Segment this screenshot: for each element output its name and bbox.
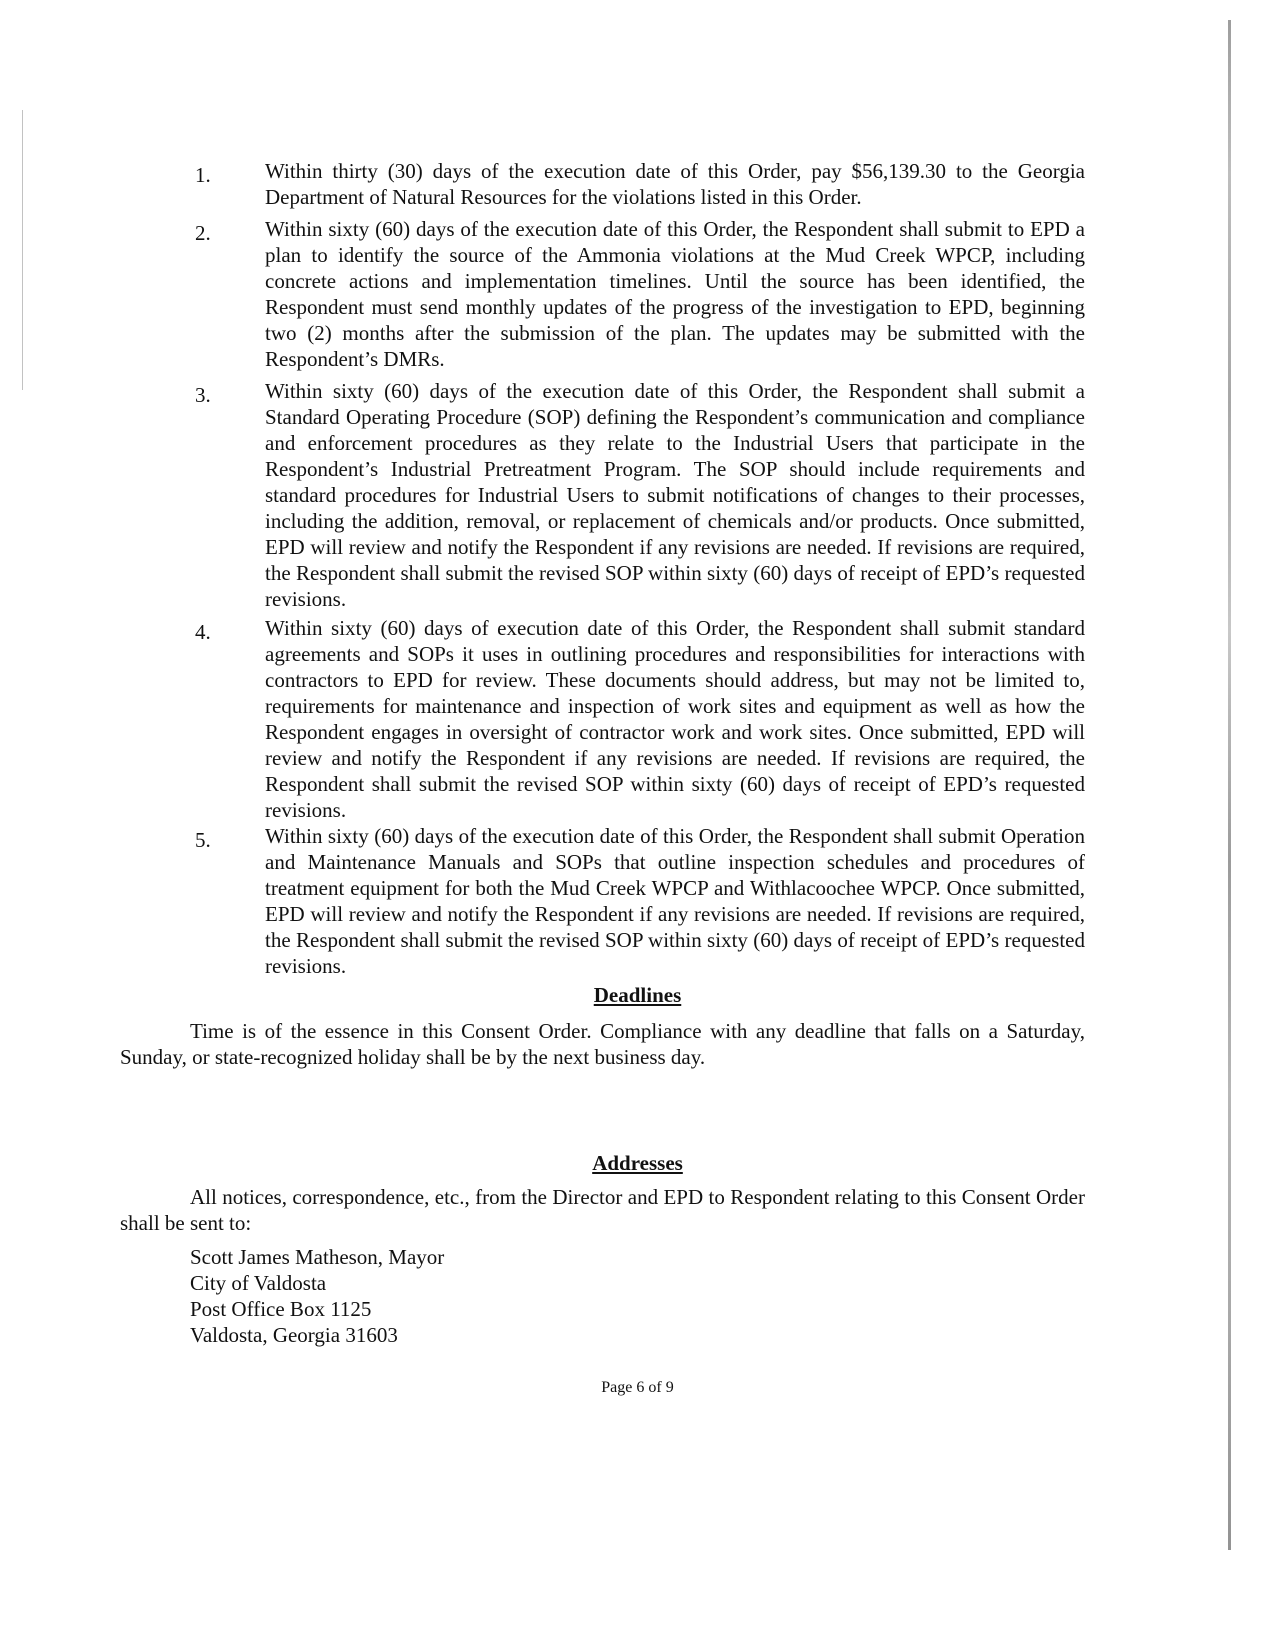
list-item-number: 3. — [195, 383, 211, 407]
list-item-number: 1. — [195, 163, 211, 187]
page-number: Page 6 of 9 — [601, 1379, 674, 1396]
list-item-text: Within sixty (60) days of the execution date of this Order, the Respondent shall submit a Standard Operating Procedure (SOP) defining the Respondent’s communication and compliance and enforcement procedures as they relate to the Industrial Users that participate in the Respondent’s Industrial Pretreatment Program. The SOP should include requirements and standard procedures for Industrial Users to submit notifications of changes to their processes, including the addition, removal, or replacement of chemicals and/or products. Once submitted, EPD will review and notify the Respondent if any revisions are needed. If revisions are required, the Respondent shall submit the revised SOP within sixty (60) days of receipt of EPD’s requested revisions. — [265, 379, 1085, 611]
list-item-text: Within sixty (60) days of the execution date of this Order, the Respondent shall submit to EPD a plan to identify the source of the Ammonia violations at the Mud Creek WPCP, including concrete actions and implementation timelines. Until the source has been identified, the Respondent must send monthly updates of the progress of the investigation to EPD, beginning two (2) months after the submission of the plan. The updates may be submitted with the Respondent’s DMRs. — [265, 217, 1085, 371]
section-heading-deadlines: Deadlines — [593, 983, 682, 1007]
scan-edge-right — [1228, 20, 1231, 1550]
list-item-number: 2. — [195, 221, 211, 245]
address-line: Valdosta, Georgia 31603 — [190, 1323, 398, 1347]
list-item-number: 4. — [195, 620, 211, 644]
address-line: Post Office Box 1125 — [190, 1297, 372, 1321]
address-line: City of Valdosta — [190, 1271, 327, 1295]
list-item-number: 5. — [195, 828, 211, 852]
list-item-text: Within sixty (60) days of the execution date of this Order, the Respondent shall submit Operation and Maintenance Manuals and SOPs that outline inspection schedules and procedures of treatment equipment for both the Mud Creek WPCP and Withlacoochee WPCP. Once submitted, EPD will review and notify the Respondent if any revisions are needed. If revisions are required, the Respondent shall submit the revised SOP within sixty (60) days of receipt of EPD’s requested revisions. — [265, 824, 1085, 978]
list-item-text: Within sixty (60) days of execution date of this Order, the Respondent shall submit standard agreements and SOPs it uses in outlining procedures and responsibilities for interactions with contractors to EPD for review. These documents should address, but may not be limited to, requirements for maintenance and inspection of work sites and equipment as well as how the Respondent engages in oversight of contractor work and work sites. Once submitted, EPD will review and notify the Respondent if any revisions are needed. If revisions are required, the Respondent shall submit the revised SOP within sixty (60) days of receipt of EPD’s requested revisions. — [265, 616, 1085, 822]
address-line: Scott James Matheson, Mayor — [190, 1245, 445, 1269]
mailing-address — [190, 1244, 690, 1348]
addresses-paragraph: All notices, correspondence, etc., from the Director and EPD to Respondent relating to this Consent Order shall be sent to: — [120, 1185, 1085, 1235]
section-heading-addresses: Addresses — [592, 1151, 683, 1175]
scan-edge-left — [22, 110, 23, 390]
deadlines-paragraph: Time is of the essence in this Consent Order. Compliance with any deadline that falls on a Saturday, Sunday, or state-recognized holiday shall be by the next business day. — [120, 1019, 1085, 1069]
list-item-text: Within thirty (30) days of the execution date of this Order, pay $56,139.30 to the Georgia Department of Natural Resources for the violations listed in this Order. — [265, 159, 1085, 209]
